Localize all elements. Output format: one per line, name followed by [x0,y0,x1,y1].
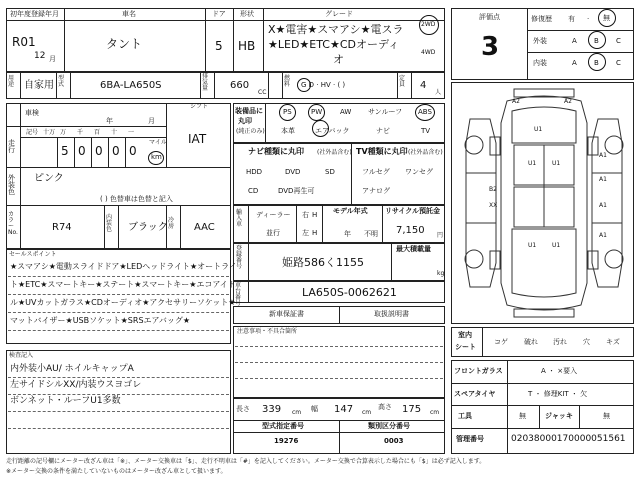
equipment-label-3: (純正のみ) [236,128,265,135]
inspector-label: 検査記入 [9,352,34,359]
shift-label: シフト [190,103,209,110]
sales-line-4: マットバイザー★USBソケット★SRSエアバッグ★ [10,316,191,325]
chassis-value: LA650S-0062621 [302,286,397,299]
seat-ana: 穴 [583,338,590,346]
equip-airbag: エアバック [315,127,350,135]
exterior-note: ( ) 色替車は色替と記入 [100,195,173,203]
color-no-label: カラーNo. [8,211,18,236]
navi-sub: (社外品含む) [317,149,352,156]
equipment-label-1: 装備品に [235,107,263,115]
equip-tv: TV [421,127,431,135]
reg-year-label: 初年度登録年月 [10,10,59,18]
length-value: 339 [262,404,282,415]
width-unit: cm [362,409,372,416]
spare-label: スペアタイヤ [454,390,496,398]
width-value: 147 [334,404,354,415]
mileage-unit-label: 十万 [43,129,56,136]
new-car-warranty: 新車保証書 [269,310,304,318]
tv-analog: アナログ [362,187,390,195]
mark-left-b2: B2 [489,186,497,193]
mileage-unit-label: 十 [111,129,118,136]
ext-grade-c: C [616,37,621,45]
mgmt-value: 02038000170000051561 [511,434,626,444]
month-unit: 月 [49,55,56,63]
notes-label: 注意事項・不具合箇所 [237,328,298,335]
exterior-grade-label: 外装 [533,37,547,45]
import-left: 左 [302,229,309,237]
mark-hood-u1: U1 [534,126,543,133]
tv-oneseg: ワンセグ [405,168,433,176]
navi-dvd-play: DVD再生可 [278,187,315,195]
grade-line-1: X★電害★スマアシ★電スラ [268,23,404,36]
cc-unit: CC [258,89,267,96]
sales-line-3: ル★UVカットガラス★CDオーディオ★アクセサリーソケット★ [10,298,236,307]
inspection-label: 車検 [25,109,39,117]
tv-sub: (社外品含む) [408,149,443,156]
model-year-label: モデル年式 [333,207,368,215]
model-value: 6BA-LA650S [100,80,162,91]
car-name: タント [106,37,143,51]
ext-grade-b: B [594,37,599,45]
ac-label: 冷房 [168,217,175,230]
shape-label: 形状 [240,10,254,18]
registration-label: 登録番号 [236,245,243,270]
mark-roof-u1b: U1 [552,160,561,167]
evaluation-score: 3 [481,32,500,62]
equip-pw: PW [311,108,323,116]
navi-label: ナビ種類に丸印 [248,147,304,156]
height-unit: cm [430,409,440,416]
class-value: 0003 [384,437,404,445]
grade-line-2: ★LED★ETC★CDオーディ [268,38,400,51]
repair-no: 無 [603,14,610,22]
seat-kizu: キズ [606,338,620,346]
mark-right-a1d: A1 [599,232,607,239]
jack-value: 無 [603,412,610,420]
navi-cd: CD [248,187,259,195]
seat-koge: コゲ [494,338,508,346]
class-label: 類別区分番号 [368,422,410,430]
reg-year: R01 [12,35,36,49]
recycle-label: リサイクル預託金 [385,207,441,215]
mileage-digit: 0 [95,144,103,158]
equipment-label-2: 丸印 [238,117,252,125]
reg-month: 12 [34,51,46,61]
front-glass-label: フロントガラス [454,367,503,375]
sales-line-1: ★スマアシ★電動スライドドア★LEDヘッドライト★オートライ [10,262,237,271]
sales-line-2: ト★ETC★スマートキー★ステート★スマートキー★エコアイド [10,280,236,289]
seat-yabure: 破れ [524,338,538,346]
car-name-label: 車名 [122,10,136,18]
front-glass-value: A ・ ×要入 [541,367,578,375]
manual: 取扱説明書 [374,310,409,318]
length-unit: cm [292,409,302,416]
mark-left-xx: XX [489,202,498,209]
mark-right-a1c: A1 [599,202,607,209]
grade-label: グレード [325,10,353,18]
usage-value: 自家用 [24,80,54,91]
sales-points-label: セールスポイント [9,251,57,258]
inspector-line-2: 左サイドシルXX/内装ウスヨゴレ [10,380,142,390]
inspector-line-1: 内外装小AU/ ホイルキャップA [10,364,134,374]
drive-2wd: 2WD [421,21,436,28]
evaluation-label: 評価点 [479,13,500,21]
car-diagram-box [451,82,634,324]
inspection-year: 年 [106,117,113,125]
capacity-label: 定員 [399,75,406,88]
max-load-unit: kg [437,270,445,277]
interior-seat-label-1: 室内 [458,331,472,339]
mileage-digit: 5 [61,144,69,158]
fuel-label: 燃料 [284,75,291,88]
car-diagram-icon [452,83,635,325]
int-grade-b: B [594,59,599,67]
interior-color-label: 内装色 [106,214,113,233]
type-label: 型式指定番号 [262,422,304,430]
usage-label: 用途 [8,75,15,88]
mileage-unit-label: 一 [128,129,135,136]
equip-leather: 本革 [281,127,295,135]
mileage-label: 走行 [8,139,15,154]
mile-label: マイル [149,139,167,146]
mark-top-a2b: A2 [564,98,572,105]
fuel-value: G D · HV · ( ) [301,81,346,89]
recycle-value: 7,150 [396,225,425,236]
km-label: km [151,153,162,161]
ext-grade-a: A [572,37,577,45]
equip-aw: AW [340,108,352,116]
seat-yogore: 汚れ [553,338,567,346]
mileage-record-label: 記号 [26,129,39,136]
tools-value: 無 [519,412,526,420]
displacement-value: 660 [230,80,250,91]
mileage-digit: 0 [78,144,86,158]
import-left-h: H [312,229,318,237]
repair-label: 修復歴 [531,15,552,23]
chassis-label: 車台番号 [235,282,242,307]
mileage-digit: 0 [112,144,120,158]
mark-rear-u1b: U1 [552,242,561,249]
type-value: 19276 [274,437,299,445]
interior-grade-label: 内装 [533,59,547,67]
import-right-h: H [312,211,318,219]
doors-label: ドア [212,10,226,18]
import-parallel: 並行 [266,229,280,237]
repair-dot: · [587,15,590,23]
capacity-value: 4 [420,80,427,91]
shape-value: HB [238,39,256,53]
equip-abs: ABS [418,108,432,116]
displacement-label: 排気量 [202,73,209,92]
navi-sd: SD [325,168,335,176]
mark-right-a1: A1 [599,152,607,159]
equip-sunroof: サンルーフ [368,108,403,116]
navi-dvd: DVD [285,168,301,176]
model-year-unknown: 不明 [364,230,378,238]
mileage-unit-label: 百 [94,129,101,136]
import-label: 輸入車 [236,209,243,228]
import-right: 右 [302,211,309,219]
model-year-unit: 年 [344,230,351,238]
mark-top-a2: A2 [512,98,520,105]
interior-color-value: ブラック [128,222,168,233]
shift-value: IAT [188,132,207,146]
capacity-unit: 人 [435,89,442,96]
max-load-label: 最大積載量 [396,245,431,253]
mgmt-label: 管理番号 [456,435,484,443]
model-label: 型式 [58,75,65,88]
footer-line-2: ※メーター交換の条件を満たしていないものはメーター改ざん車として扱います。 [6,468,227,475]
height-label: 高さ [378,403,392,411]
length-label: 長さ [236,405,250,413]
width-label: 幅 [311,405,318,413]
ac-value: AAC [194,222,215,233]
equip-ps: PS [283,108,292,116]
mark-rear-u1a: U1 [528,242,537,249]
navi-hdd: HDD [246,168,263,176]
equip-navi: ナビ [376,127,390,135]
doors-value: 5 [215,39,223,53]
grade-line-3: オ [333,53,344,66]
inspection-month: 月 [148,117,155,125]
import-dealer: ディーラー [256,211,291,219]
row-usage [6,72,445,99]
mileage-unit-label: 千 [77,129,84,136]
repair-yes: 有 [568,15,575,23]
mileage-digit: 0 [129,144,137,158]
tv-fullseg: フルセグ [362,168,390,176]
footer-line-1: 走行距離の記号欄にメーター改ざん車は「※」、メーター交換車は「$」、走行不明車は「#」を記入してください。メーター交換で合算表示した場合にも「$」は必ず記入します。 [6,458,486,465]
exterior-color: ピンク [34,173,64,184]
height-value: 175 [402,404,422,415]
color-no-value: R74 [52,222,72,233]
interior-seat-label-2: シート [455,343,476,351]
mileage-unit-label: 万 [60,129,67,136]
drive-4wd: 4WD [421,49,436,56]
mark-right-a1b: A1 [599,176,607,183]
tv-label: TV種類に丸印 [356,147,408,156]
spare-value: T ・ 修理KIT ・ 欠 [528,390,588,398]
exterior-label: 外装色 [8,174,15,196]
registration-value: 姫路586く1155 [282,256,364,269]
tools-label: 工具 [458,412,472,420]
int-grade-a: A [572,59,577,67]
mark-roof-u1a: U1 [528,160,537,167]
recycle-yen: 円 [437,232,444,239]
int-grade-c: C [616,59,621,67]
inspector-line-3: ボンネット・ルーフU1多数 [10,396,121,406]
jack-label: ジャッキ [545,412,573,420]
